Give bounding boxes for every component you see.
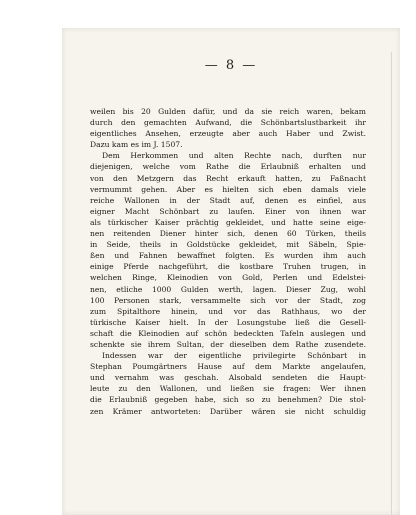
text-line: eigner Macht Schönbart zu laufen. Einer von ihnen war bbox=[90, 206, 366, 216]
text-line: schenkte sie ihrem Sultan, der dieselben dem Rathe zusendete. bbox=[90, 339, 366, 349]
body-text bbox=[90, 106, 366, 417]
text-line: Dem Herkommen und alten Rechte nach, durften nur bbox=[102, 151, 366, 161]
text-line: schaft die Kleinodien auf schön bedeckten Tafeln auslegen und bbox=[90, 328, 366, 338]
text-line: 100 Personen stark, versammelte sich vor der Stadt, zog bbox=[90, 295, 366, 305]
page-number-header: — 8 — bbox=[204, 58, 258, 73]
text-line: nen reitenden Diener hinter sich, denen 60 Türken, theils bbox=[90, 229, 366, 239]
text-line: durch den gemachten Aufwand, die Schönbartslustbarkeit ihr bbox=[90, 118, 366, 128]
text-line: Stephan Poumgärtners Hause auf dem Markte angelaufen, bbox=[90, 362, 366, 372]
text-line: vermummt gehen. Aber es hielten sich eben damals viele bbox=[90, 184, 366, 194]
text-line: diejenigen, welche vom Rathe die Erlaubniß erhalten und bbox=[90, 162, 366, 172]
text-line: die Erlaubniß gegeben habe, sich so zu benehmen? Die stol- bbox=[90, 395, 366, 405]
text-line: und vernahm was geschah. Alsobald sendeten die Haupt- bbox=[90, 373, 366, 383]
text-line: als türkischer Kaiser prächtig gekleidet, und hatte seine eige- bbox=[90, 217, 366, 227]
text-line: ßen und Fahnen bewaffnet folgten. Es wurden ihm auch bbox=[90, 251, 366, 261]
text-line: reiche Wallonen in der Stadt auf, denen es einfiel, aus bbox=[90, 195, 366, 205]
text-line: in Seide, theils in Goldstücke gekleidet, mit Säbeln, Spie- bbox=[90, 240, 366, 250]
text-line: nen, etliche 1000 Gulden werth, lagen. Dieser Zug, wohl bbox=[90, 284, 366, 294]
text-line: weilen bis 20 Gulden dafür, und da sie reich waren, bekam bbox=[90, 107, 366, 116]
text-line: Indessen war der eigentliche privilegirte Schönbart in bbox=[102, 351, 366, 361]
text-line: zum Spitalthore hinein, und vor das Rathhaus, wo der bbox=[90, 306, 366, 316]
text-line: Dazu kam es im J. 1507. bbox=[90, 140, 183, 150]
text-line: türkische Kaiser hielt. In der Losungstube ließ die Gesell- bbox=[90, 317, 366, 327]
text-line: einige Pferde nachgeführt, die kostbare Truhen trugen, in bbox=[90, 262, 366, 272]
book-page bbox=[62, 28, 400, 515]
text-line: welchen Ringe, Kleinodien von Gold, Perlen und Edelstei- bbox=[90, 273, 366, 283]
page-edge bbox=[390, 52, 392, 515]
text-line: zen Krämer antworteten: Darüber wären sie nicht schuldig bbox=[90, 406, 366, 416]
text-line: leute zu den Wallonen, und ließen sie fragen: Wer ihnen bbox=[90, 384, 366, 394]
text-line: eigentliches Ansehen, erzeugte aber auch Haber und Zwist. bbox=[90, 129, 366, 139]
text-line: von den Metzgern das Recht erkauft hatten, zu Faßnacht bbox=[90, 173, 366, 183]
